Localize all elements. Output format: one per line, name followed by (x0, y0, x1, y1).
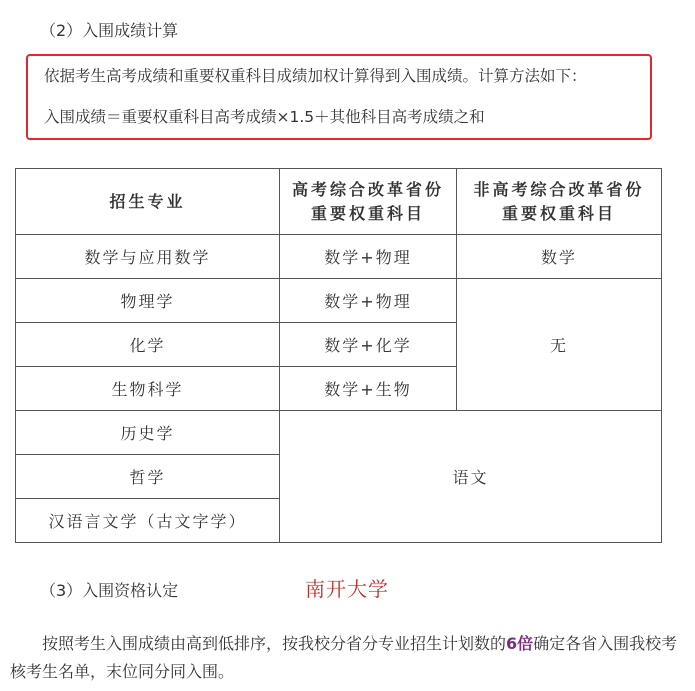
cell-merged-chinese: 语文 (280, 411, 662, 543)
table-row (16, 279, 662, 323)
cell-nonreform: 数学 (457, 235, 662, 279)
cell-major: 数学与应用数学 (16, 235, 280, 279)
cell-major: 生物科学 (16, 367, 280, 411)
header-nonreform-line1: 非高考综合改革省份 (473, 179, 645, 199)
cell-major: 哲学 (16, 455, 280, 499)
header-nonreform-line2: 重要权重科目 (501, 203, 616, 223)
nankai-university-watermark: 南开大学 (305, 577, 389, 601)
cell-reform: 数学+物理 (280, 279, 457, 323)
header-reform-line1: 高考综合改革省份 (291, 179, 444, 199)
header-major: 招生专业 (16, 169, 280, 235)
admission-paragraph (10, 630, 682, 686)
header-nonreform-province (457, 169, 662, 235)
cell-reform: 数学+化学 (280, 323, 457, 367)
formula-equation: 入围成绩＝重要权重科目高考成绩×1.5＋其他科目高考成绩之和 (44, 108, 485, 126)
table-header-row (16, 169, 662, 235)
formula-box (26, 54, 652, 140)
table-row (16, 411, 662, 455)
paragraph-text-before: 按照考生入围成绩由高到低排序，按我校分省分专业招生计划数的 (42, 634, 507, 653)
cell-major: 化学 (16, 323, 280, 367)
major-weight-table (15, 168, 662, 543)
cell-major: 汉语言文学（古文字学） (16, 499, 280, 543)
paragraph-text-after: 确定各省入围我校考核考生名单，末位同分同入围。 (10, 634, 678, 681)
table-row (16, 235, 662, 279)
cell-major: 物理学 (16, 279, 280, 323)
section-3-heading: （3）入围资格认定 (40, 581, 179, 600)
header-reform-line2: 重要权重科目 (310, 203, 425, 223)
header-reform-province (280, 169, 457, 235)
paragraph-highlight: 6倍 (506, 634, 534, 653)
cell-reform: 数学+生物 (280, 367, 457, 411)
cell-major: 历史学 (16, 411, 280, 455)
section-2-heading: （2）入围成绩计算 (40, 21, 179, 40)
cell-reform: 数学+物理 (280, 235, 457, 279)
cell-merged-none: 无 (457, 279, 662, 411)
formula-description: 依据考生高考成绩和重要权重科目成绩加权计算得到入围成绩。计算方法如下： (44, 67, 587, 85)
